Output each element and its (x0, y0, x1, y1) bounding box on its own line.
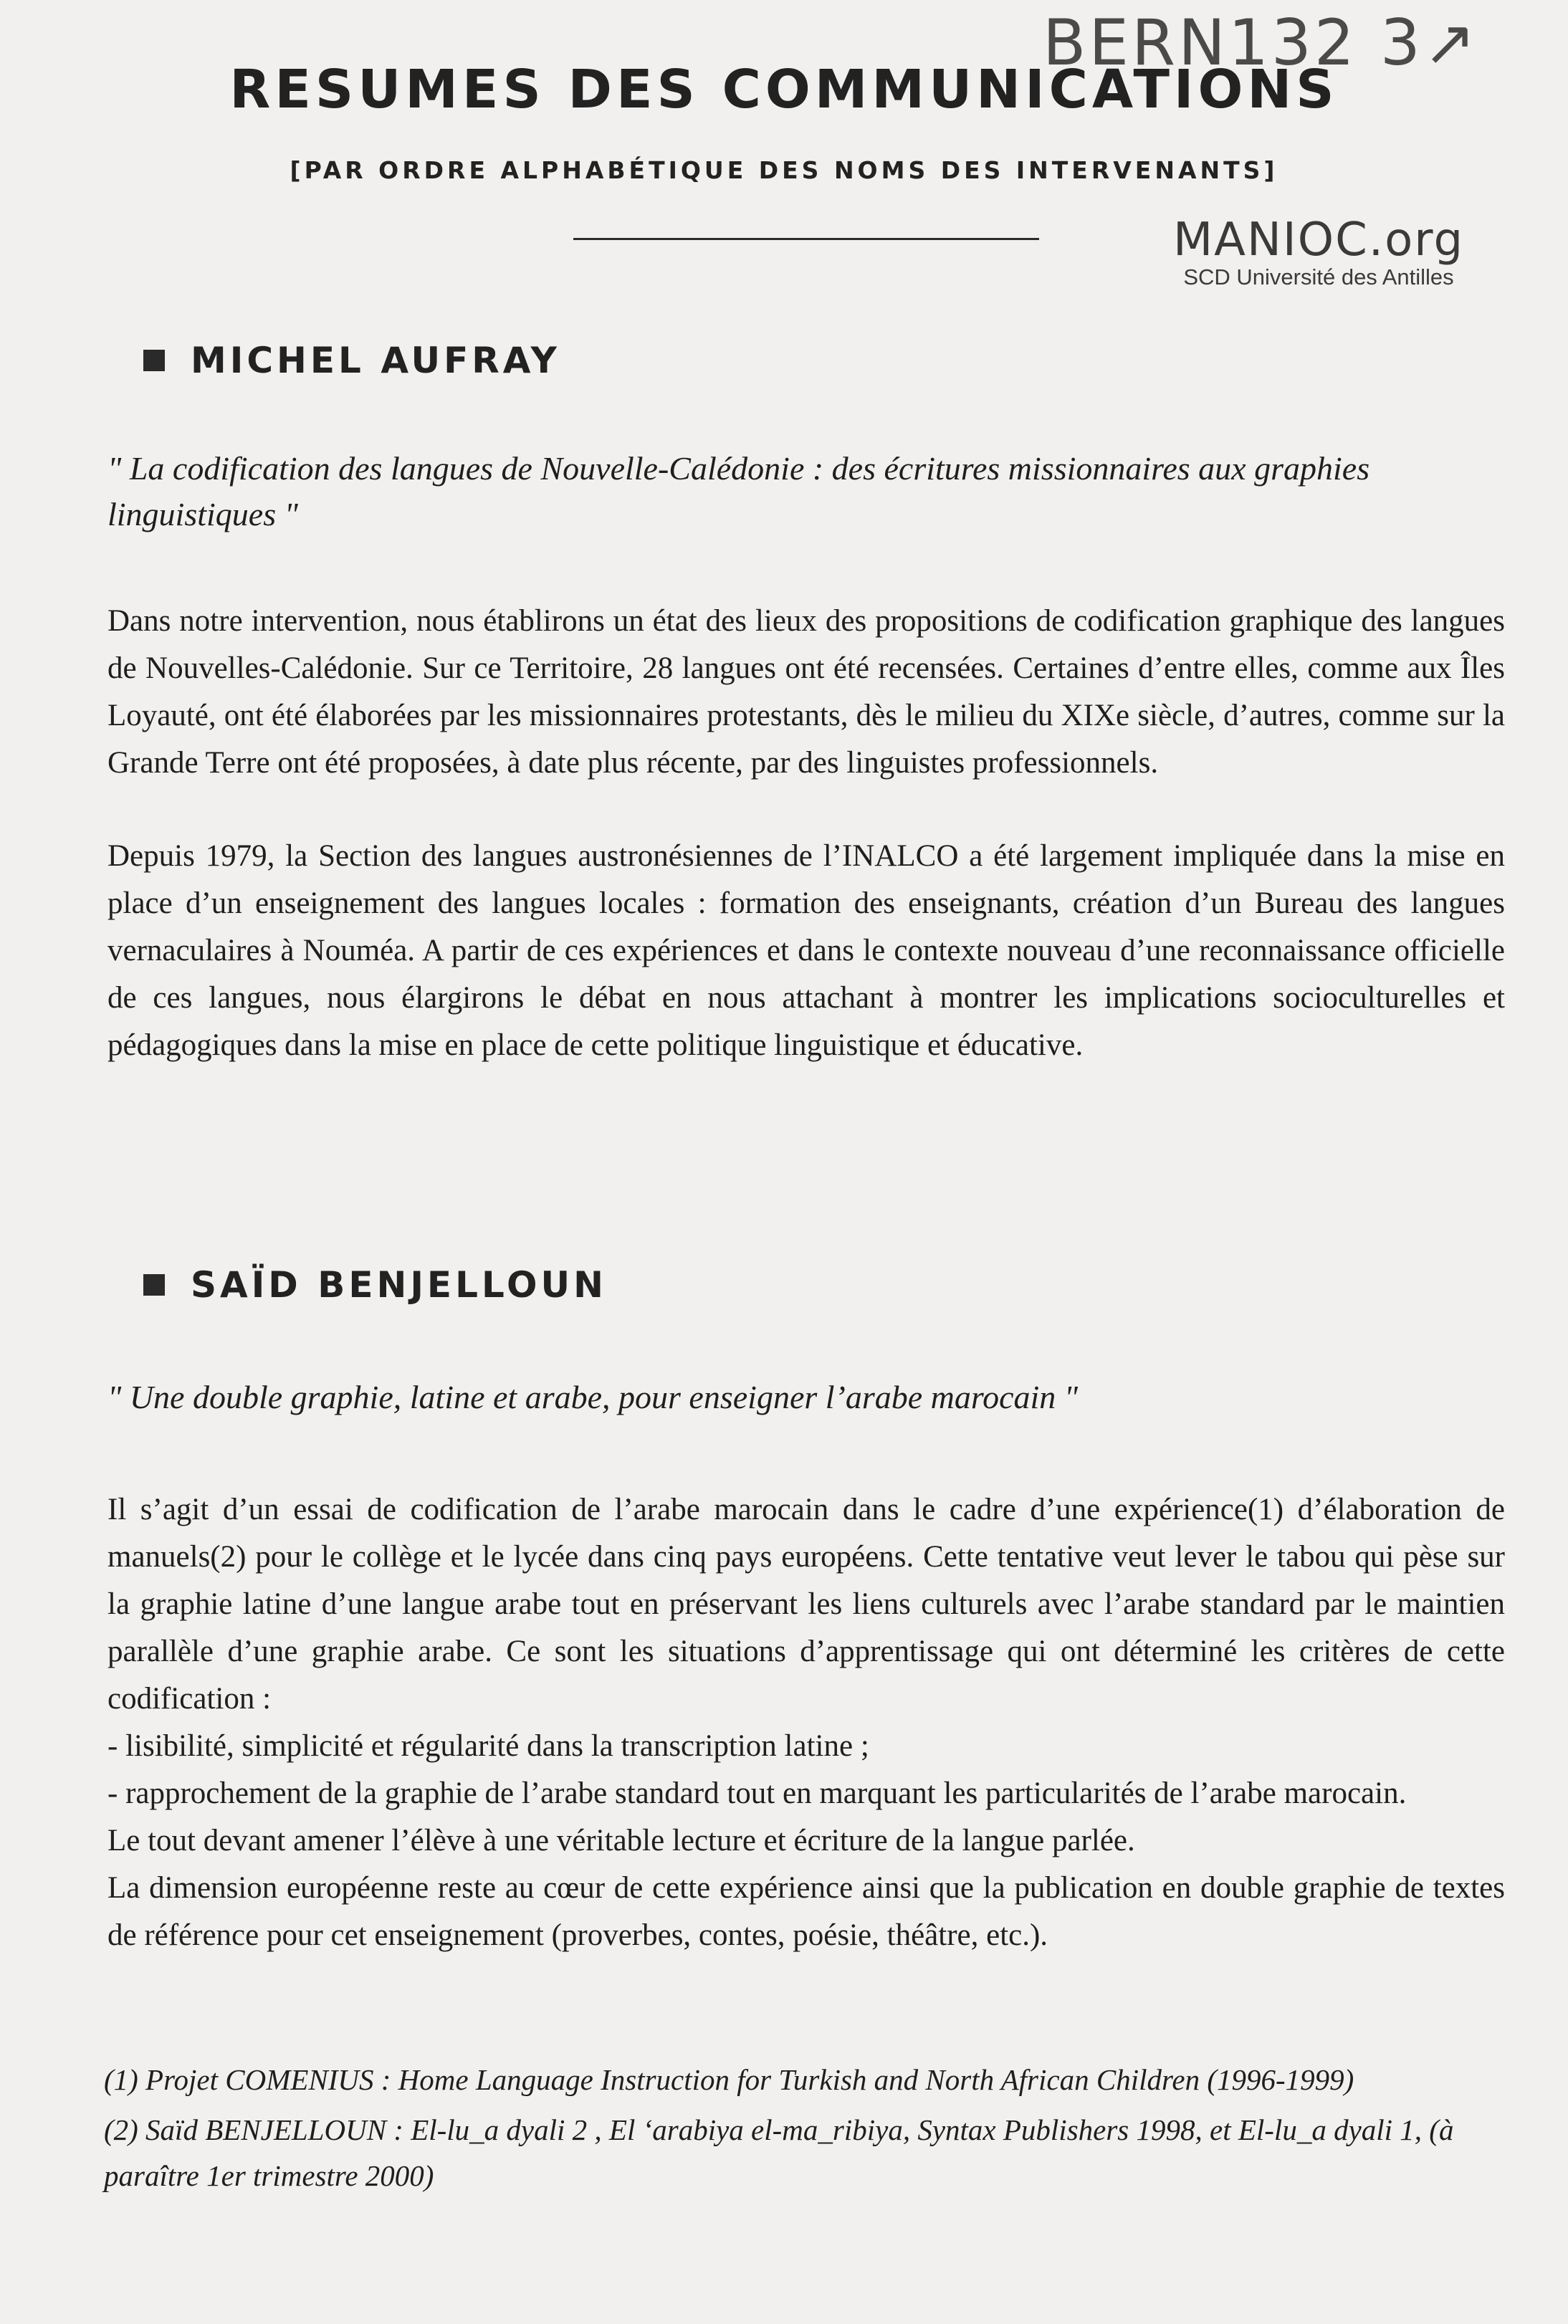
logo-subtitle: SCD Université des Antilles (1183, 264, 1454, 290)
abstract-body (107, 1486, 1505, 1959)
paragraph: Le tout devant amener l’élève à une véritable lecture et écriture de la langue parlée. (107, 1824, 1135, 1857)
footnote: (2) Saïd BENJELLOUN : El-lu_a dyali 2 , El ‘arabiya el-ma_ribiya, Syntax Publishers 1998, et El-lu_a dyali 1, (à paraître 1er trimestre 2000) (104, 2113, 1454, 2192)
talk-title: " La codification des langues de Nouvelle-Calédonie : des écritures missionnaires aux graphies linguistiques " (107, 450, 1370, 532)
paragraph: Il s’agit d’un essai de codification de l’arabe marocain dans le cadre d’une expérience(1) d’élaboration de manuels(2) pour le collège et le lycée dans cinq pays européens. Cette tentative veut lever le tabou qui pèse sur la graphie latine d’une langue arabe tout en préservant les liens culturels avec l’arabe standard par le maintien parallèle d’une graphie arabe. Ce sont les situations d’apprentissage qui ont déterminé les critères de cette codification : (107, 1493, 1505, 1716)
square-bullet-icon (143, 350, 165, 371)
footnotes (104, 2057, 1501, 2203)
manioc-logo (1161, 216, 1476, 291)
section-heading-benjelloun (143, 1264, 607, 1306)
page-title: RESUMES DES COMMUNICATIONS (229, 59, 1339, 120)
paragraph: La dimension européenne reste au cœur de cette expérience ainsi que la publication en double graphie de textes de référence pour cet enseignement (proverbes, contes, poésie, théâtre, etc.). (107, 1871, 1505, 1952)
talk-title: " Une double graphie, latine et arabe, pour enseigner l’arabe marocain " (107, 1379, 1079, 1415)
square-bullet-icon (143, 1274, 165, 1296)
section-heading-aufray (143, 340, 560, 381)
footnote: (1) Projet COMENIUS : Home Language Instruction for Turkish and North African Children (1996-1999) (104, 2063, 1354, 2096)
list-item: - lisibilité, simplicité et régularité dans la transcription latine ; (107, 1729, 869, 1763)
title-divider (573, 238, 1039, 240)
page-subtitle: [PAR ORDRE ALPHABÉTIQUE DES NOMS DES INTERVENANTS] (290, 156, 1278, 184)
abstract-body (107, 598, 1505, 1069)
paragraph: Dans notre intervention, nous établirons un état des lieux des propositions de codification graphique des langues de Nouvelles-Calédonie. Sur ce Territoire, 28 langues ont été recensées. Certaines d’entre elles, comme aux Îles Loyauté, ont été élaborées par les missionnaires protestants, dès le milieu du XIXe siècle, d’autres, comme sur la Grande Terre ont été proposées, à date plus récente, par des linguistes professionnels. (107, 604, 1505, 780)
paragraph: Depuis 1979, la Section des langues austronésiennes de l’INALCO a été largement impliquée dans la mise en place d’un enseignement des langues locales : formation des enseignants, création d’un Bureau des langues vernaculaires à Nouméa. A partir de ces expériences et dans le contexte nouveau d’une reconnaissance officielle de ces langues, nous élargirons le débat en nous attachant à montrer les implications socioculturelles et pédagogiques dans la mise en place de cette politique linguistique et éducative. (107, 839, 1505, 1062)
author-name: SAÏD BENJELLOUN (191, 1264, 607, 1306)
list-item: - rapprochement de la graphie de l’arabe standard tout en marquant les particularités de l’arabe marocain. (107, 1777, 1407, 1810)
logo-name: MANIOC.org (1172, 214, 1465, 267)
handwritten-reference: BERN132 3↗ (1043, 6, 1479, 80)
author-name: MICHEL AUFRAY (191, 340, 560, 381)
